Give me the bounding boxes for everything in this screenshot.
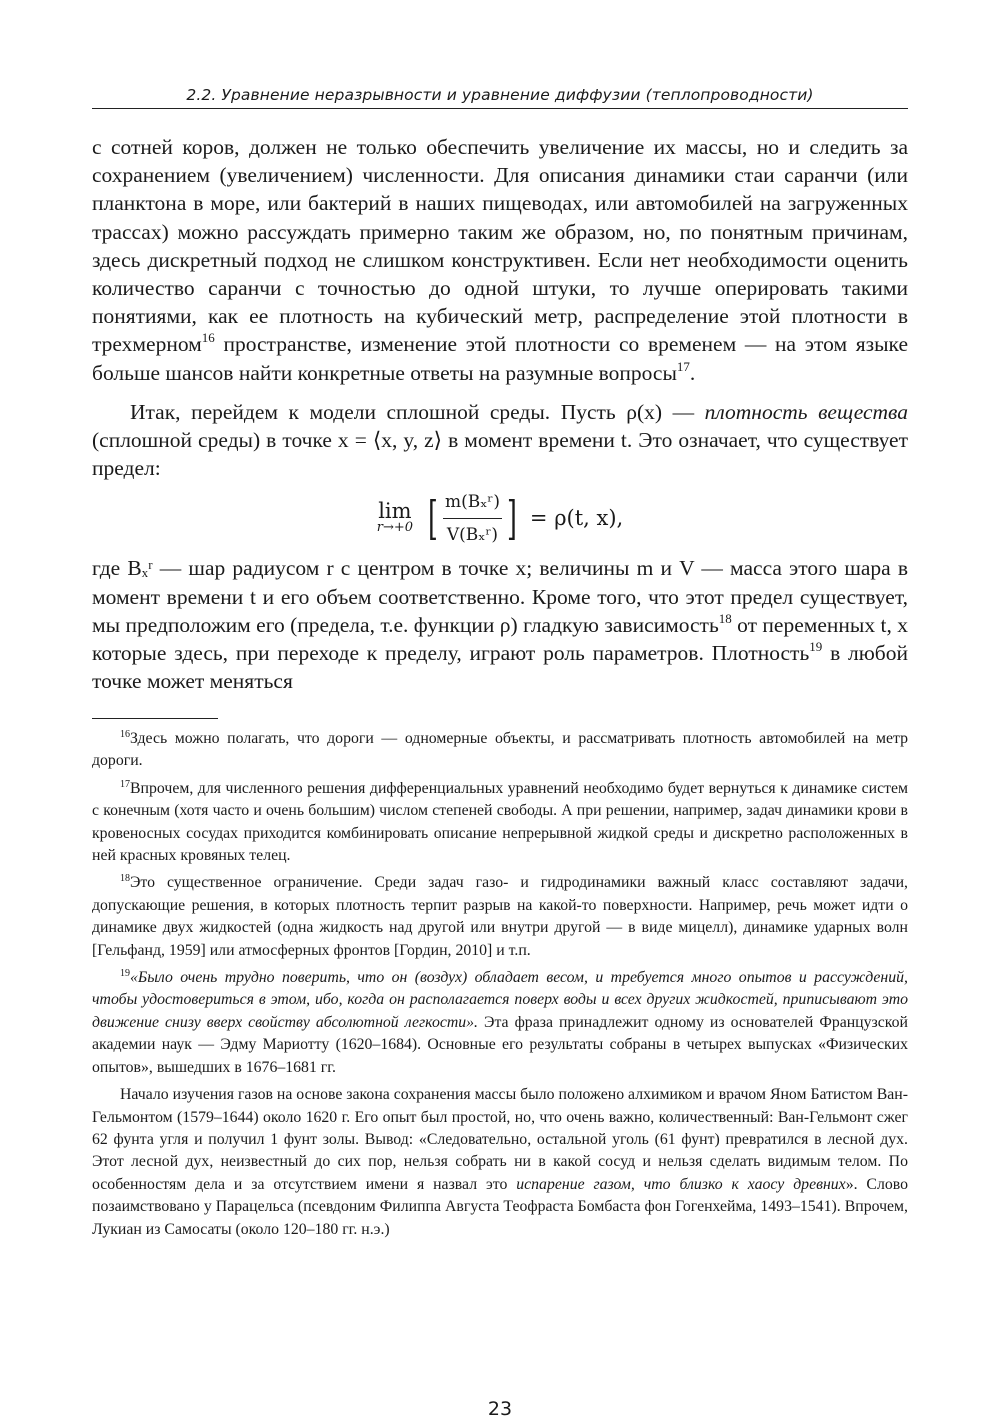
mass-volume-fraction bbox=[443, 488, 502, 549]
fraction-numerator: m(Bₓʳ) bbox=[443, 488, 502, 519]
lim-operator: lim r→+0 bbox=[376, 499, 414, 536]
main-text bbox=[92, 133, 908, 695]
formula-rhs: = ρ(t, x), bbox=[529, 506, 624, 531]
footnote-ref-17[interactable]: 17 bbox=[676, 358, 690, 374]
page-number: 23 bbox=[487, 1398, 513, 1420]
running-header: 2.2. Уравнение неразрывности и уравнение диффузии (теплопроводности) bbox=[92, 86, 908, 109]
left-bracket: [ bbox=[428, 491, 438, 546]
footnote-19-continued: Начало изучения газов на основе закона сохранения массы было положено алхимиком и врачом Яном Батистом Ван-Гельмонтом (1579–1644) около 1620 г. Его опыт был простой, но, что очень важно, количественный: Ван-Гельмонт сжег 62 фунта угля и получил 1 фунт золы. Вывод: «Следовательно, остальной уголь (61 фунт) превратился в лесной дух. Этот лесной дух, неизвестный до сих пор, нельзя собрать ни в какой сосуд и нельзя сделать видимым телом. По особенностям дела и за отсутствием имени я назвал это испарение газом, что близко к хаосу древних». Слово позаимствовано у Парацельса (псевдоним Филиппа Августа Теофраста Бомбаста фон Гогенхейма, 1493–1541). Впрочем, Лукиан из Самосаты (около 120–180 гг. н.э.) bbox=[92, 1086, 909, 1238]
paragraph-3: где Bₓʳ — шар радиусом r с центром в точке x; величины m и V — масса этого шара в момент времени t и его объем соответственно. Кроме того, что этот предел существует, мы предположим его (предела, т.е. функции ρ) гладкую зависимость$^{18}$ от переменных t, x которые здесь, при переходе к пределу, играют роль параметров. Плотность$^{19}$ в любой точке может меняться bbox=[92, 556, 909, 694]
footnote-17: $^{17}$Впрочем, для численного решения дифференциальных уравнений необходимо будет вернуться к динамике систем с конечным (хотя часто и очень большим) числом степеней свободы. А при решении, например, задач динамики крови в кровеносных сосудах приходится комбинировать описание непрерывной жидкой среды и дискретно расположенных в ней красных кровяных телец. bbox=[92, 778, 908, 865]
right-bracket: ] bbox=[507, 491, 517, 546]
fraction-denominator: V(Bₓʳ) bbox=[446, 524, 499, 545]
footnote-divider bbox=[92, 718, 218, 719]
paragraph-1: с сотней коров, должен не только обеспечить увеличение их массы, но и следить за сохранением (увеличением) численности. Для описания динамики стаи саранчи (или планктона в море, или бактерий в наших пищеводах, или автомобилей на загруженных трассах) можно рассуждать примерно таким же образом, но, по понятным причинам, здесь дискретный подход не слишком конструктивен. Если нет необходимости оценить количество саранчи с точностью до одной штуки, то лучше оперировать такими понятиями, как ее плотность на кубический метр, распределение этой плотности в трехмерном$^{16}$ пространстве, изменение этой плотности со временем — на этом языке больше шансов найти конкретные ответы на разумные вопросы$^{17}$. bbox=[92, 135, 909, 385]
footnote-ref-16[interactable]: 16 bbox=[201, 330, 215, 346]
footnote-16: $^{16}$Здесь можно полагать, что дороги — одномерные объекты, и рассматривать плотность автомобилей на метр дороги. bbox=[92, 729, 908, 770]
footnote-18: $^{18}$Это существенное ограничение. Среди задач газо- и гидродинамики важный класс составляют задачи, допускающие решения, в которых плотность терпит разрыв на какой-то поверхности. Например, речь может идти о динамике двух жидкостей (одна жидкость над другой или внутри другой — в виде мицелл), динамике ударных волн [Гельфанд, 1959] или атмосферных фронтов [Гордин, 2010] и т.п. bbox=[92, 873, 908, 959]
footnote-ref-19[interactable]: 19 bbox=[809, 639, 823, 655]
page bbox=[92, 86, 909, 1420]
footnotes bbox=[92, 728, 908, 1241]
term-density: плотность вещества bbox=[704, 399, 908, 424]
footnote-19: $^{19}$«Было очень трудно поверить, что он (воздух) обладает весом, и требуется много опытов и рассуждений, чтобы удостовериться в этом, ибо, когда он располагается поверх воды и всех других жидкостей, приписывают это движение снизу вверх свойству абсолютной легкости». Эта фраза принадлежит одному из основателей Французской академии наук — Эдму Мариотту (1620–1684). Основные его результаты собраны в четырех выпусках «Физических опытов», вышедших в 1676–1681 гг. bbox=[92, 968, 909, 1076]
footnote-ref-18[interactable]: 18 bbox=[718, 610, 732, 626]
limit-formula bbox=[92, 482, 908, 554]
paragraph-2: Итак, перейдем к модели сплошной среды. Пусть ρ(x) — плотность вещества (сплошной среды) в точке x = ⟨x, y, z⟩ в момент времени t. Это означает, что существует предел: bbox=[92, 399, 908, 481]
